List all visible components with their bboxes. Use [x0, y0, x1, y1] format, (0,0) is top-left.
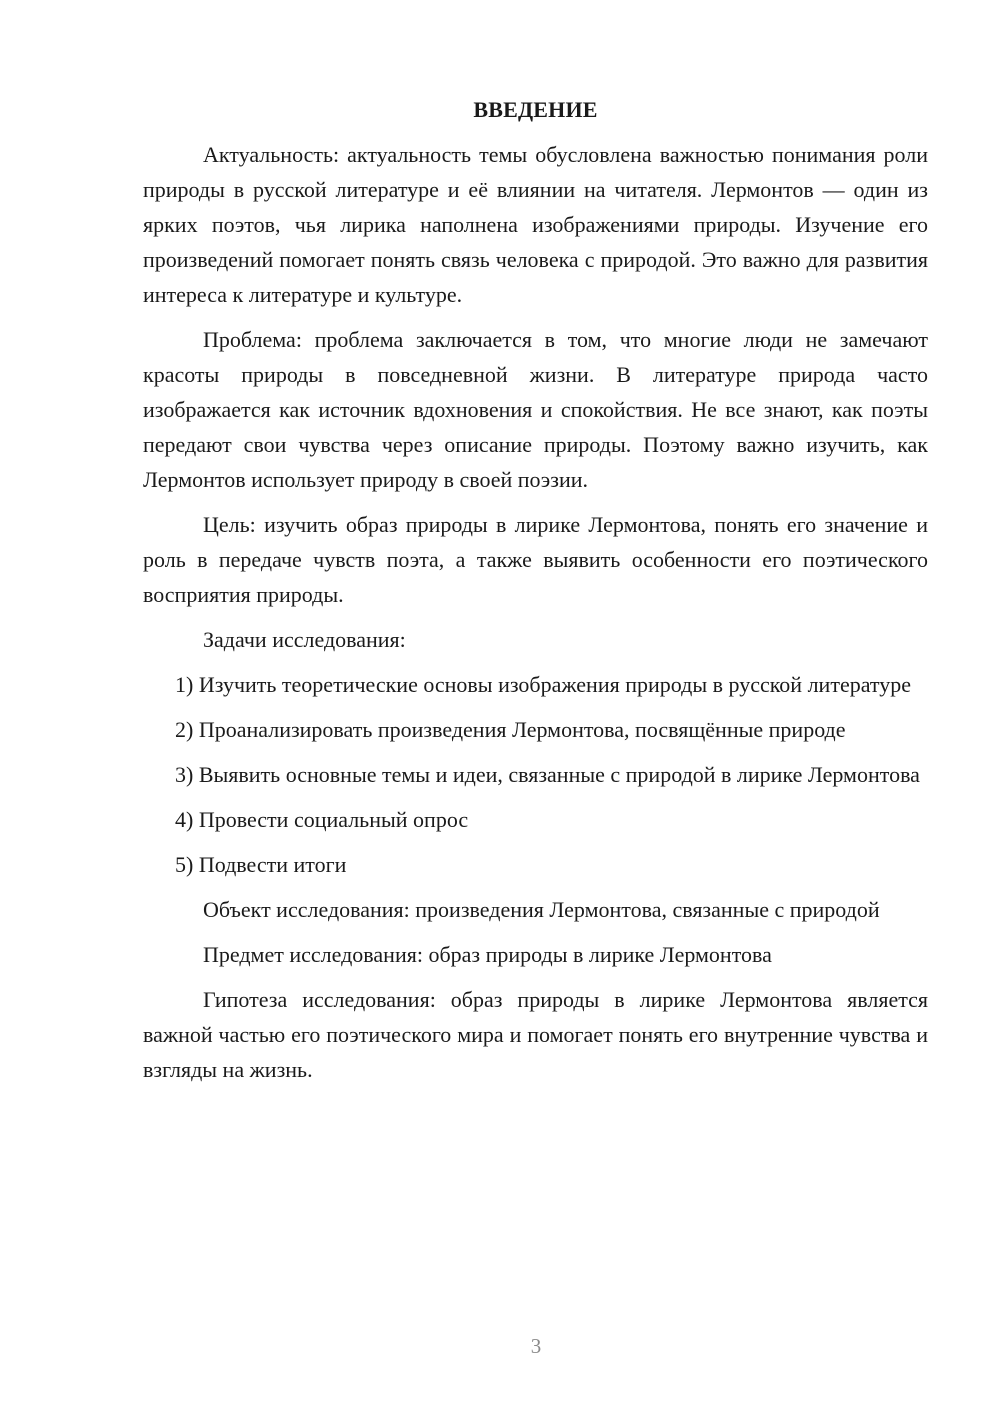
paragraph-object: Объект исследования: произведения Лермонтова, связанные с природой [203, 897, 880, 922]
paragraph-goal: Цель: изучить образ природы в лирике Лермонтова, понять его значение и роль в передаче чувств поэта, а также выявить особенности его поэтического восприятия природы. [143, 512, 928, 607]
paragraph-subject: Предмет исследования: образ природы в лирике Лермонтова [203, 942, 772, 967]
page-content [143, 95, 928, 1097]
task-item-1: 1) Изучить теоретические основы изображения природы в русской литературе [175, 672, 911, 697]
section-heading: ВВЕДЕНИЕ [473, 97, 598, 122]
task-item-3: 3) Выявить основные темы и идеи, связанные с природой в лирике Лермонтова [175, 762, 920, 787]
paragraph-relevance: Актуальность: актуальность темы обусловлена важностью понимания роли природы в русской литературе и её влиянии на читателя. Лермонтов — один из ярких поэтов, чья лирика наполнена изображениями природы. Изучение его произведений помогает понять связь человека с природой. Это важно для развития интереса к литературе и культуре. [143, 142, 928, 307]
task-item-4: 4) Провести социальный опрос [175, 807, 469, 832]
paragraph-tasks-heading: Задачи исследования: [203, 627, 406, 652]
page-number: 3 [530, 1334, 542, 1358]
task-item-2: 2) Проанализировать произведения Лермонтова, посвящённые природе [175, 717, 846, 742]
paragraph-hypothesis: Гипотеза исследования: образ природы в лирике Лермонтова является важной частью его поэтического мира и помогает понять его внутренние чувства и взгляды на жизнь. [143, 987, 928, 1082]
task-item-5: 5) Подвести итоги [175, 852, 347, 877]
paragraph-problem: Проблема: проблема заключается в том, что многие люди не замечают красоты природы в повседневной жизни. В литературе природа часто изображается как источник вдохновения и спокойствия. Не все знают, как поэты передают свои чувства через описание природы. Поэтому важно изучить, как Лермонтов использует природу в своей поэзии. [143, 327, 928, 492]
